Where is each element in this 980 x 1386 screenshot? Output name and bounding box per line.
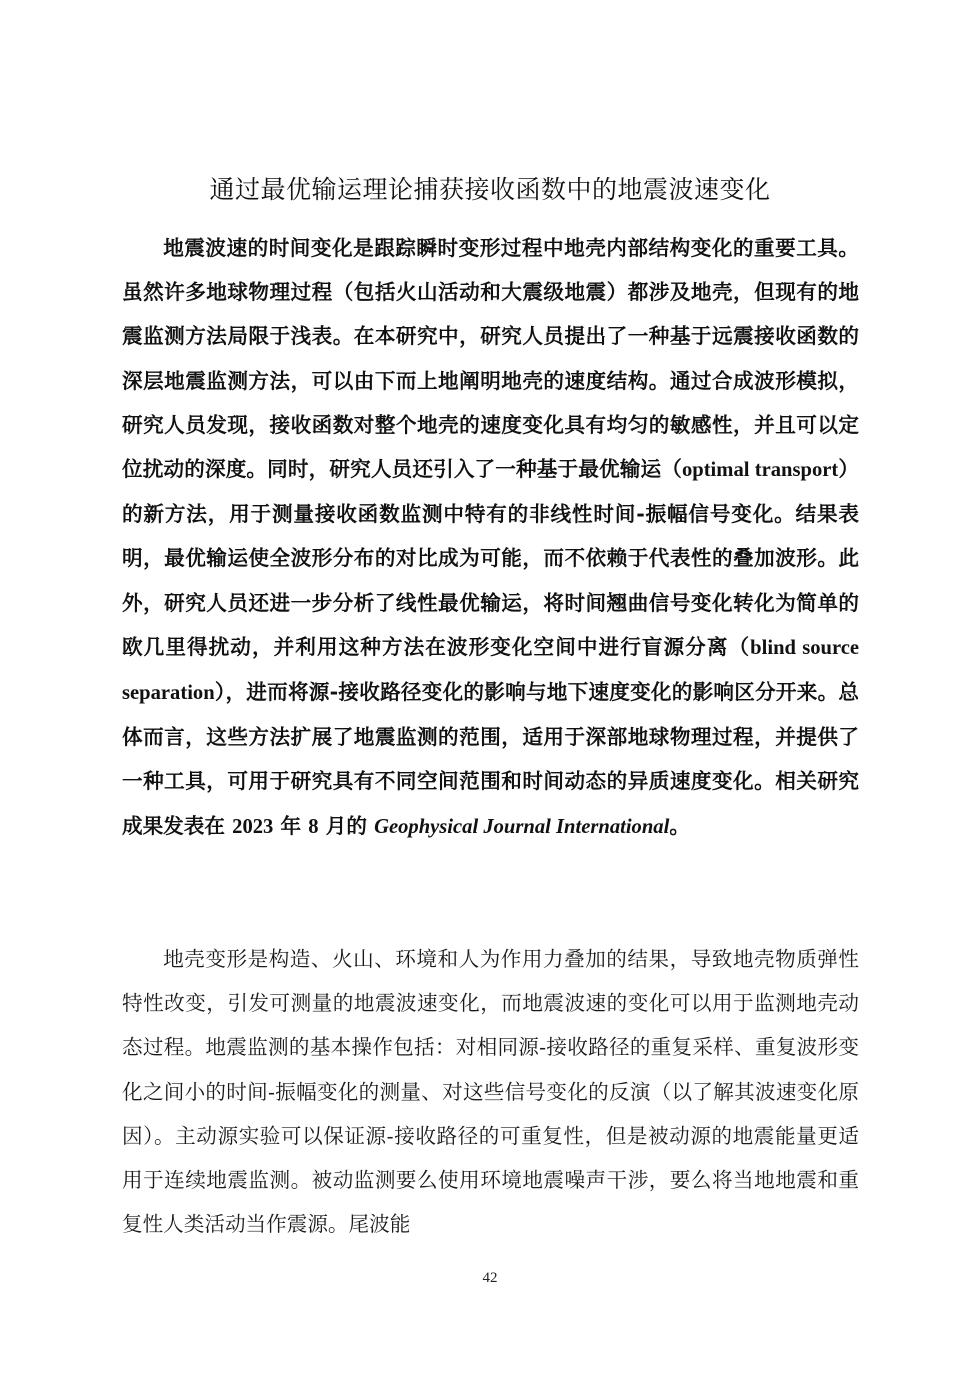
publication-month: 8: [308, 815, 319, 838]
body-paragraph: 地壳变形是构造、火山、环境和人为作用力叠加的结果，导致地壳物质弹性特性改变，引发可测量的地震波速变化，而地震波速的变化可以用于监测地壳动态过程。地震监测的基本操作包括：对相同源-接收路径的重复采样、重复波形变化之间小的时间-振幅变化的测量、对这些信号变化的反演（以了解其波速变化原因）。主动源实验可以保证源-接收路径的可重复性，但是被动源的地震能量更适用于连续地震监测。被动监测要么使用环境地震噪声干涉，要么将当地地震和重复性人类活动当作震源。尾波能: [122, 947, 859, 1237]
term-optimal-transport: optimal transport: [681, 459, 839, 482]
abstract-text-4: 年: [273, 813, 309, 838]
abstract-text-2: ）的新方法，用于测量接收函数监测中特有的非线性时间-振幅信号变化。结果表明，最优输运使全波形分布的对比成为可能，而不依赖于代表性的叠加波形。此外，研究人员还进一步分析了线性最优输运，将时间翘曲信号变化转化为简单的欧几里得扰动，并利用这种方法在波形变化空间中进行盲源分离（: [122, 457, 860, 659]
page-number: 42: [482, 1270, 498, 1286]
article-title: 通过最优输运理论捕获接收函数中的地震波速变化: [209, 175, 771, 204]
abstract-text-5: 月的: [318, 813, 375, 838]
abstract-paragraph: [122, 226, 859, 849]
abstract-text-1: 地震波速的时间变化是跟踪瞬时变形过程中地壳内部结构变化的重要工具。虽然许多地球物理过程（包括火山活动和大震级地震）都涉及地壳，但现有的地震监测方法局限于浅表。在本研究中，研究人员提出了一种基于远震接收函数的深层地震监测方法，可以由下而上地阐明地壳的速度结构。通过合成波形模拟，研究人员发现，接收函数对整个地壳的速度变化具有均匀的敏感性，并且可以定位扰动的深度。同时，研究人员还引入了一种基于最优输运（: [122, 236, 859, 482]
abstract-text-6: 。: [669, 813, 690, 838]
term-blind-source-separation: blind source separation: [122, 636, 860, 705]
abstract-text-3: ），进而将源-接收路径变化的影响与地下速度变化的影响区分开来。总体而言，这些方法扩展了地震监测的范围，适用于深部地球物理过程，并提供了一种工具，可用于研究具有不同空间范围和时间动态的异质速度变化。相关研究成果发表在: [122, 680, 859, 838]
journal-name: Geophysical Journal International: [374, 815, 670, 838]
publication-year: 2023: [232, 815, 274, 838]
